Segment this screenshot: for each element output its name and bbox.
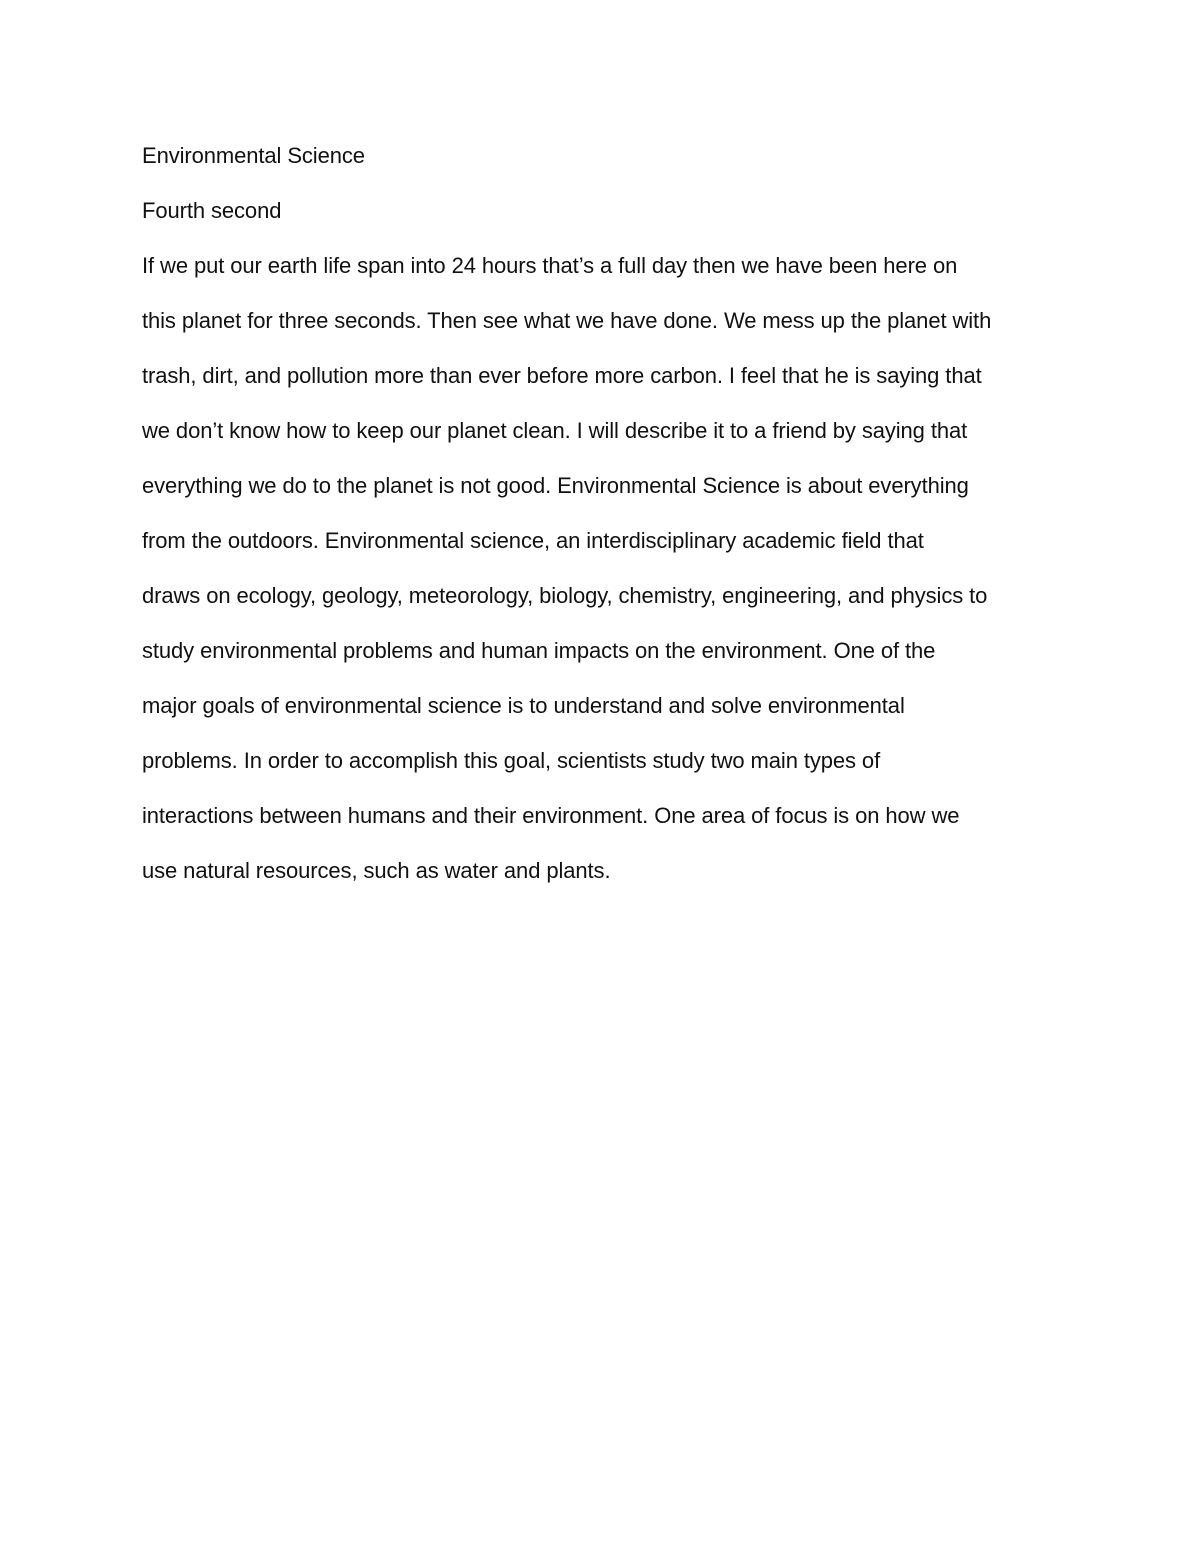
body-line: everything we do to the planet is not good. Environmental Science is about everything: [142, 473, 969, 498]
body-line: draws on ecology, geology, meteorology, biology, chemistry, engineering, and physics to: [142, 583, 988, 608]
essay-body: [142, 251, 1062, 911]
body-line: trash, dirt, and pollution more than ever before more carbon. I feel that he is saying that: [142, 363, 982, 388]
document-content: [142, 141, 1062, 911]
essay-title: Fourth second: [142, 198, 282, 223]
body-line: problems. In order to accomplish this goal, scientists study two main types of: [142, 748, 881, 773]
subject-heading: Environmental Science: [142, 143, 365, 168]
body-line: from the outdoors. Environmental science, an interdisciplinary academic field that: [142, 528, 924, 553]
body-line: If we put our earth life span into 24 hours that’s a full day then we have been here on: [142, 253, 958, 278]
body-line: we don’t know how to keep our planet clean. I will describe it to a friend by saying that: [142, 418, 968, 443]
body-line: use natural resources, such as water and plants.: [142, 858, 611, 883]
body-line: study environmental problems and human impacts on the environment. One of the: [142, 638, 936, 663]
body-line: major goals of environmental science is to understand and solve environmental: [142, 693, 905, 718]
body-line: this planet for three seconds. Then see what we have done. We mess up the planet with: [142, 308, 992, 333]
body-line: interactions between humans and their environment. One area of focus is on how we: [142, 803, 960, 828]
